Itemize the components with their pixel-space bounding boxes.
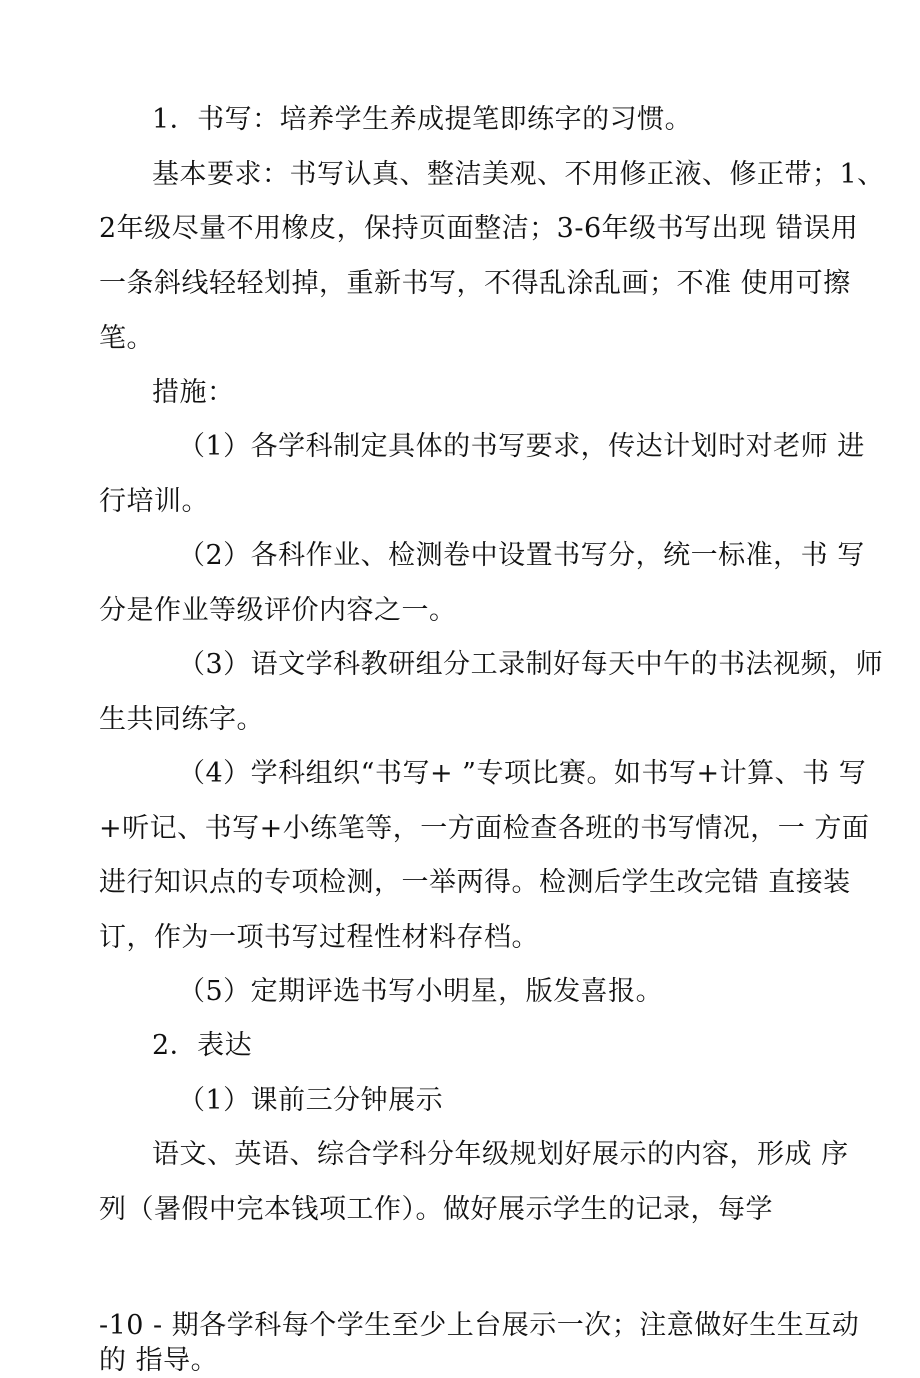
line-22: -10 - 期各学科每个学生至少上台展示一次；注意做好生生互动 <box>99 1310 860 1341</box>
line-9: （2）各科作业、检测卷中设置书写分，统一标准，书 写 <box>178 540 865 571</box>
line-7: （1）各学科制定具体的书写要求，传达计划时对老师 进 <box>178 431 865 462</box>
line-12: 生共同练字。 <box>99 704 264 735</box>
line-19: （1）课前三分钟展示 <box>178 1085 444 1116</box>
line-23: 的 指导。 <box>99 1345 219 1376</box>
line-18: 2．表达 <box>152 1030 253 1061</box>
line-16: 订，作为一项书写过程性材料存档。 <box>99 922 539 953</box>
line-6: 措施： <box>152 377 235 408</box>
line-14: +听记、书写+小练笔等，一方面检查各班的书写情况，一 方面 <box>99 813 870 844</box>
line-4: 一条斜线轻轻划掉，重新书写，不得乱涂乱画；不准 使用可擦 <box>99 268 851 299</box>
line-20: 语文、英语、综合学科分年级规划好展示的内容，形成 序 <box>152 1139 849 1170</box>
line-13: （4）学科组织“书写+ ”专项比赛。如书写+计算、书 写 <box>178 758 867 789</box>
line-3: 2年级尽量不用橡皮，保持页面整洁；3-6年级书写出现 错误用 <box>99 213 859 244</box>
line-17: （5）定期评选书写小明星，版发喜报。 <box>178 976 664 1007</box>
line-11: （3）语文学科教研组分工录制好每天中午的书法视频，师 <box>178 649 884 680</box>
line-15: 进行知识点的专项检测，一举两得。检测后学生改完错 直接装 <box>99 867 851 898</box>
line-21: 列（暑假中完本钱项工作）。做好展示学生的记录，每学 <box>99 1194 773 1225</box>
line-5: 笔。 <box>99 323 154 354</box>
line-8: 行培训。 <box>99 486 209 517</box>
line-1: 1．书写：培养学生养成提笔即练字的习惯。 <box>152 104 693 135</box>
line-10: 分是作业等级评价内容之一。 <box>99 595 457 626</box>
line-2: 基本要求：书写认真、整洁美观、不用修正液、修正带；1、 <box>152 159 885 190</box>
